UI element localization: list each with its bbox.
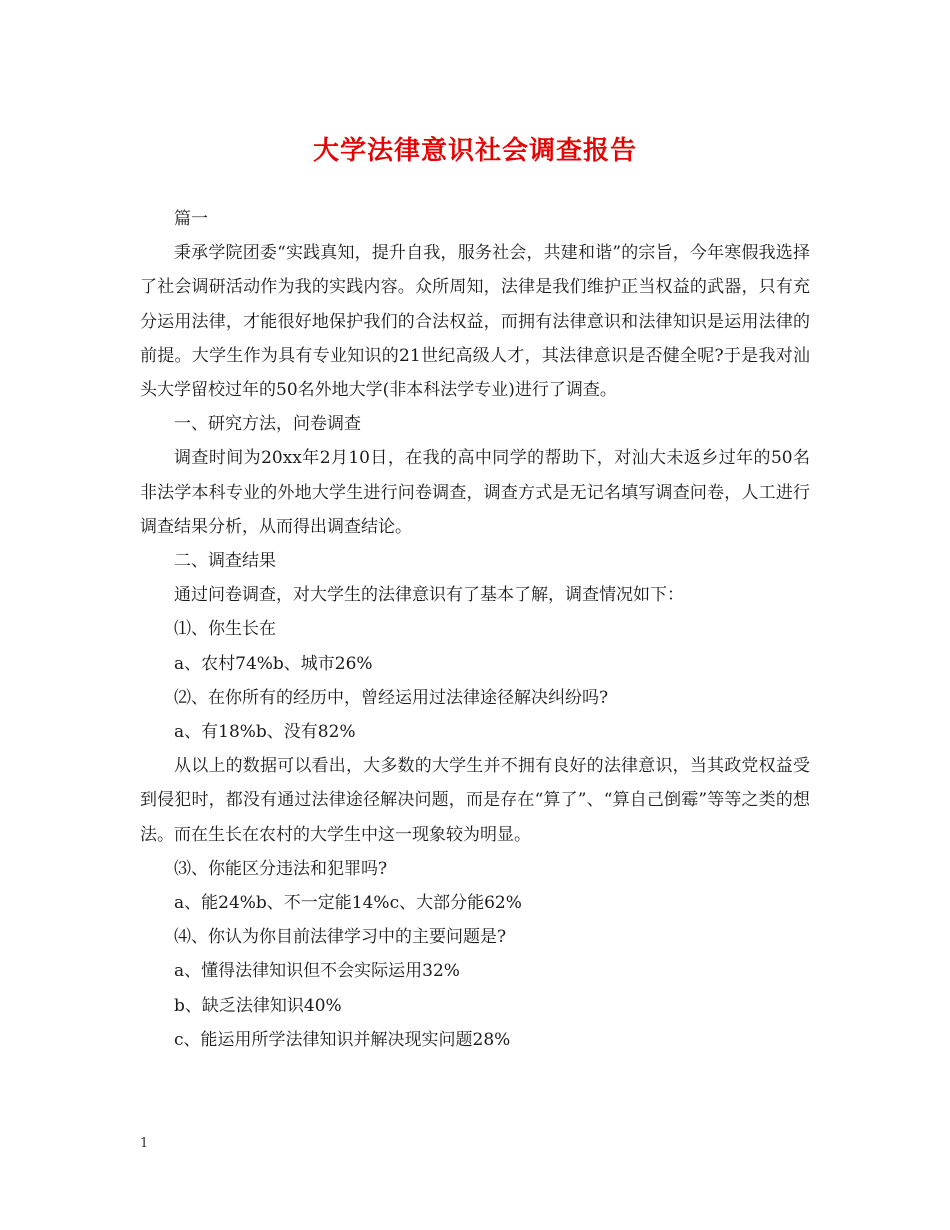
heading-results: 二、调查结果 xyxy=(174,551,276,572)
answer-2: a、有18%b、没有82% xyxy=(174,722,356,743)
answer-4c: c、能运用所学法律知识并解决现实问题28% xyxy=(174,1029,511,1050)
answer-1: a、农村74%b、城市26% xyxy=(174,653,373,674)
answer-4a: a、懂得法律知识但不会实际运用32% xyxy=(174,961,460,982)
question-2: ⑵、在你所有的经历中，曾经运用过法律途径解决纠纷吗? xyxy=(174,687,609,708)
answer-3: a、能24%b、不一定能14%c、大部分能62% xyxy=(174,893,522,914)
answer-4b: b、缺乏法律知识40% xyxy=(174,995,342,1016)
document-title: 大学法律意识社会调查报告 xyxy=(312,136,637,166)
paragraph-results-intro: 通过问卷调查，对大学生的法律意识有了基本了解，调查情况如下： xyxy=(174,585,684,606)
paragraph-method: 调查时间为20xx年2月10日，在我的高中同学的帮助下，对汕大未返乡过年的50名非法学本科专业的外地大学生进行问卷调查，调查方式是无记名填写调查问卷，人工进行调查结果分析，从而得出调查结论。 xyxy=(140,448,810,537)
page-number: 1 xyxy=(140,1136,149,1151)
question-4: ⑷、你认为你目前法律学习中的主要问题是? xyxy=(174,927,507,948)
document-body xyxy=(140,202,810,1057)
question-1: ⑴、你生长在 xyxy=(174,619,276,640)
paragraph-section-label: 篇一 xyxy=(174,209,208,229)
heading-method: 一、研究方法，问卷调查 xyxy=(174,414,361,435)
paragraph-intro: 秉承学院团委“实践真知，提升自我，服务社会，共建和谐”的宗旨，今年寒假我选择了社会调研活动作为我的实践内容。众所周知，法律是我们维护正当权益的武器，只有充分运用法律，才能很好地保护我们的合法权益，而拥有法律意识和法律知识是运用法律的前提。大学生作为具有专业知识的21世纪高级人才，其法律意识是否健全呢?于是我对汕头大学留校过年的50名外地大学(非本科法学专业)进行了调查。 xyxy=(140,243,810,401)
paragraph-analysis: 从以上的数据可以看出，大多数的大学生并不拥有良好的法律意识，当其政党权益受到侵犯时，都没有通过法律途径解决问题，而是存在“算了”、“算自己倒霉”等等之类的想法。而在生长在农村的大学生中这一现象较为明显。 xyxy=(140,756,810,845)
question-3: ⑶、你能区分违法和犯罪吗? xyxy=(174,858,388,879)
